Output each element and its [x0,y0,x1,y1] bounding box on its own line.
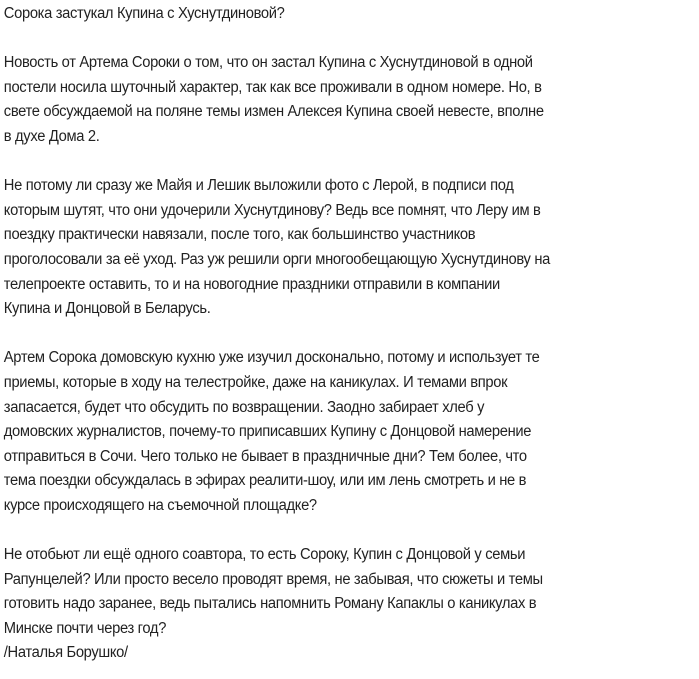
text-line: Минске почти через год? [3,619,167,637]
text-line: Не отобьют ли ещё одного соавтора, то есть Сороку, Купин с Донцовой у семьи [3,546,526,564]
paragraph-1 [4,51,698,149]
text-line: Новость от Артема Сороки о том, что он застал Купина с Хуснутдиновой в одной [3,54,533,72]
text-line: которым шутят, что они удочерили Хуснутдинову? Ведь все помнят, что Леру им в [3,201,541,219]
text-line: запасается, будет что обсудить по возвращении. Заодно забирает хлеб у [3,398,485,416]
text-line: домовских журналистов, почему-то приписавших Купину с Донцовой намерение [3,423,532,441]
text-line: телепроекте оставить, то и на новогодние праздники отправили в компании [3,275,500,293]
text-line: приемы, которые в ходу на телестройке, даже на каникулах. И темами впрок [3,373,508,391]
text-line: постели носила шуточный характер, так как все проживали в одном номере. Но, в [3,78,542,96]
text-line: Купина и Донцовой в Беларусь. [3,300,211,318]
text-line: отправиться в Сочи. Чего только не бывает в праздничные дни? Тем более, что [3,447,527,465]
text-line: Не потому ли сразу же Майя и Лешик выложили фото с Лерой, в подписи под [3,177,514,195]
paragraph-4 [4,543,698,641]
paragraph-3 [4,346,698,518]
paragraph-gap [4,27,698,52]
paragraph-gap [4,150,698,175]
text-line: Рапунцелей? Или просто весело проводят время, не забывая, что сюжеты и темы [3,570,543,588]
paragraph-2 [4,174,698,322]
text-line: в духе Дома 2. [3,127,100,145]
paragraph-gap [4,322,698,347]
article-title: Сорока застукал Купина с Хуснутдиновой? [3,5,285,22]
text-line: Артем Сорока домовскую кухню уже изучил досконально, потому и использует те [3,349,540,367]
author-signature: /Наталья Борушко/ [3,644,128,662]
text-line: свете обсуждаемой на поляне темы измен Алексея Купина своей невесте, вполне [3,103,544,121]
text-line: тема поездки обсуждалась в эфирах реалити-шоу, или им лень смотреть и не в [3,472,527,490]
text-line: поездку практически навязали, после того, как большинство участников [3,226,476,244]
text-line: курсе происходящего на съемочной площадке? [3,496,317,514]
text-line: проголосовали за её уход. Раз уж решили орги многообещающую Хуснутдинову на [3,250,550,268]
text-line: готовить надо заранее, ведь пытались напомнить Роману Капаклы о каникулах в [3,595,537,613]
paragraph-gap [4,518,698,543]
